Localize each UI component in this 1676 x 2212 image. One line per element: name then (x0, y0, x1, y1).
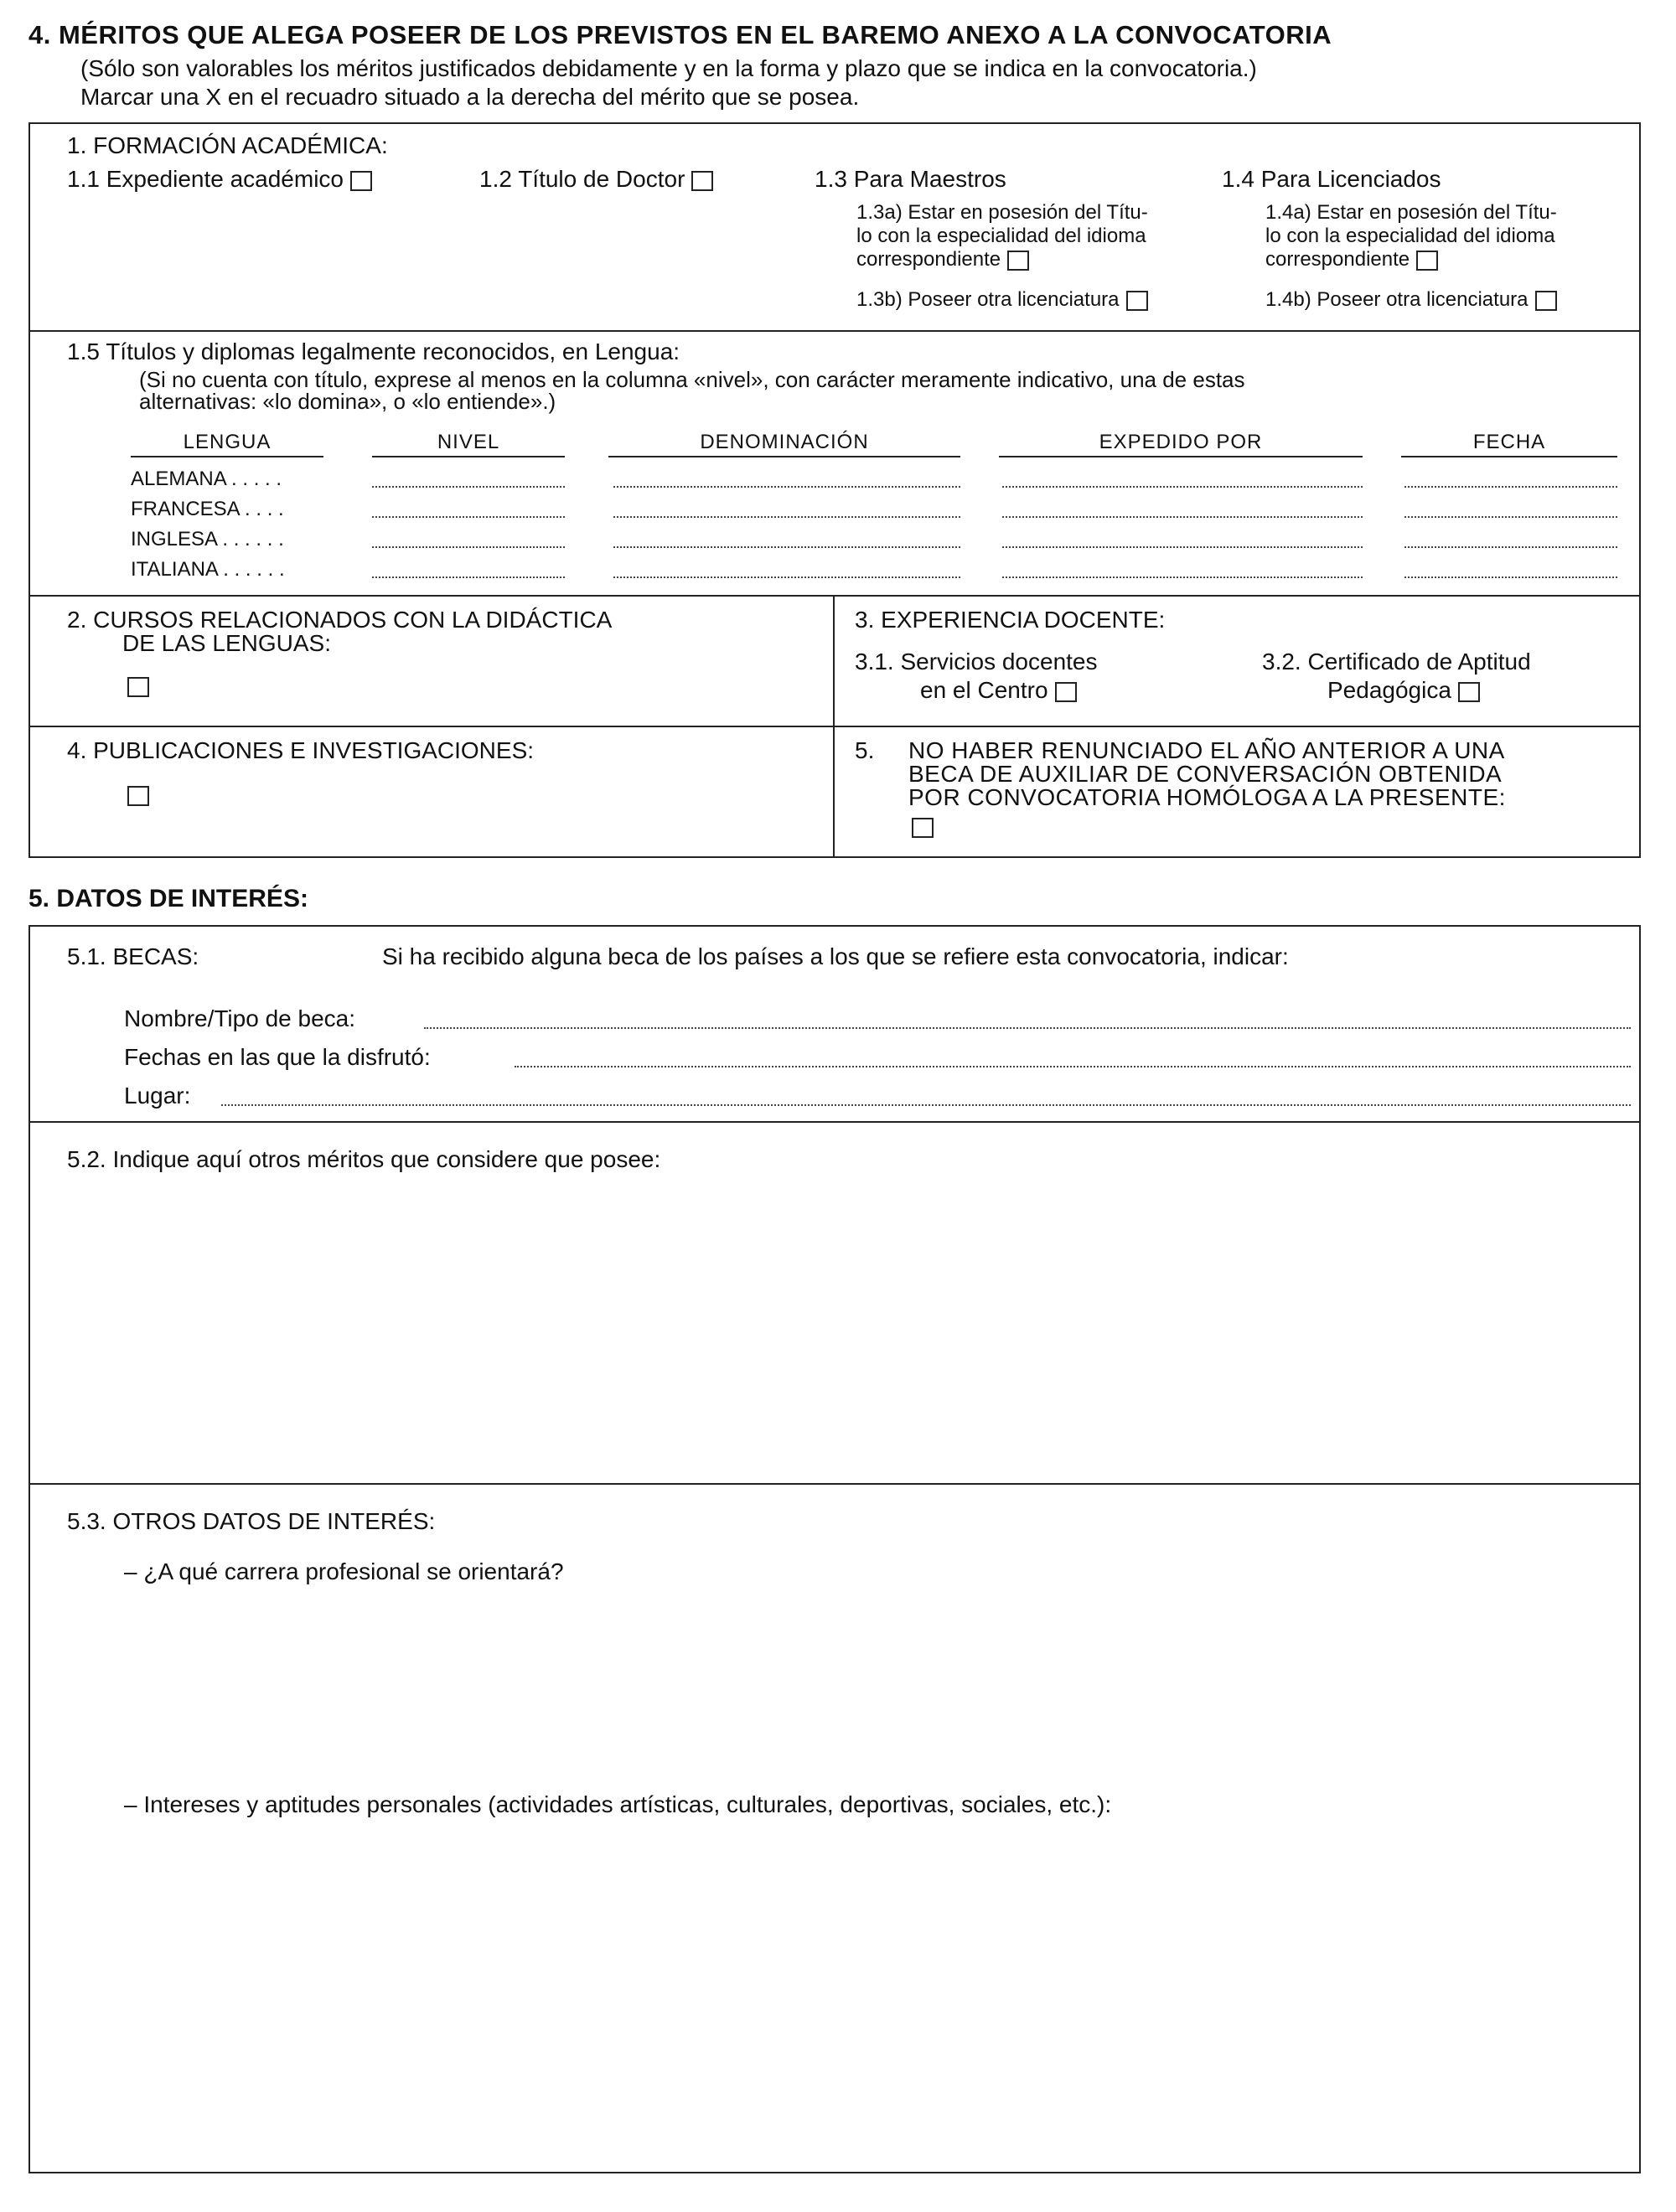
column-header-fecha: FECHA (1472, 431, 1546, 453)
column-header-lengua: LENGUA (183, 431, 272, 453)
field-denominacion-alemana[interactable] (613, 486, 960, 488)
row-label-alemana: ALEMANA . . . . . (131, 468, 282, 490)
item-14a-label: correspondiente (1265, 248, 1410, 271)
item-maestros-label: 1.3 Para Maestros (815, 166, 1006, 192)
becas-title: 5.1. BECAS: (67, 943, 199, 969)
section-4-note: (Sólo son valorables los méritos justificados debidamente y en la forma y plazo que se indica en la convocatoria.) (80, 55, 1257, 81)
column-rule-nivel (372, 456, 565, 457)
titulos-note-line2: alternativas: «lo domina», o «lo entiende».) (139, 389, 556, 414)
item-licenciados-label: 1.4 Para Licenciados (1222, 166, 1441, 192)
item-32-line1: 3.2. Certificado de Aptitud (1262, 649, 1531, 674)
otros-meritos-box (28, 1121, 1641, 1485)
field-denominacion-francesa[interactable] (613, 516, 960, 518)
item-14a-line2: lo con la especialidad del idioma (1265, 225, 1555, 247)
publicaciones-title: 4. PUBLICACIONES E INVESTIGACIONES: (67, 737, 535, 763)
item-13a-label: correspondiente (856, 248, 1001, 271)
renuncia-line1: NO HABER RENUNCIADO EL AÑO ANTERIOR A UNA (908, 737, 1505, 763)
item-13b-label: 1.3b) Poseer otra licenciatura (856, 288, 1120, 311)
section-4-heading: 4. MÉRITOS QUE ALEGA POSEER DE LOS PREVISTOS EN EL BAREMO ANEXO A LA CONVOCATORIA (28, 20, 1332, 49)
checkbox-publicaciones[interactable] (127, 786, 149, 806)
item-13a-line3 (856, 248, 1029, 271)
experiencia-title: 3. EXPERIENCIA DOCENTE: (855, 607, 1166, 633)
field-denominacion-italiana[interactable] (613, 576, 960, 578)
becas-lugar-label: Lugar: (124, 1083, 191, 1109)
cursos-title-line1: 2. CURSOS RELACIONADOS CON LA DIDÁCTICA (67, 607, 613, 633)
titulos-note-line1: (Si no cuenta con título, exprese al menos en la columna «nivel», con carácter meramente indicativo, una de estas (139, 367, 1245, 392)
otros-datos-title: 5.3. OTROS DATOS DE INTERÉS: (67, 1508, 436, 1534)
field-fecha-inglesa[interactable] (1404, 546, 1617, 548)
field-fecha-francesa[interactable] (1404, 516, 1617, 518)
experiencia-box (833, 595, 1641, 727)
titulos-diplomas-box (28, 330, 1641, 597)
question-intereses: – Intereses y aptitudes personales (actividades artísticas, culturales, deportivas, sociales, etc.): (124, 1791, 1112, 1817)
item-expediente (67, 166, 372, 193)
becas-fechas-field[interactable] (515, 1066, 1631, 1067)
checkbox-expediente[interactable] (350, 171, 372, 191)
checkbox-14b[interactable] (1535, 291, 1557, 311)
field-expedido-inglesa[interactable] (1002, 546, 1363, 548)
item-14b (1265, 288, 1557, 312)
checkbox-13b[interactable] (1126, 291, 1148, 311)
item-doctor (479, 166, 713, 193)
checkbox-cursos[interactable] (127, 677, 149, 697)
otros-meritos-title: 5.2. Indique aquí otros méritos que considere que posee: (67, 1146, 661, 1172)
field-fecha-italiana[interactable] (1404, 576, 1617, 578)
becas-nombre-field[interactable] (424, 1027, 1631, 1029)
checkbox-certificado-aptitud[interactable] (1458, 682, 1480, 702)
row-label-inglesa: INGLESA . . . . . . (131, 528, 284, 550)
titulos-title: 1.5 Títulos y diplomas legalmente reconocidos, en Lengua: (67, 339, 680, 364)
answer-carrera-area[interactable] (124, 1594, 1616, 1761)
field-nivel-inglesa[interactable] (372, 546, 565, 548)
field-nivel-alemana[interactable] (372, 486, 565, 488)
checkbox-doctor[interactable] (691, 171, 713, 191)
checkbox-14a[interactable] (1416, 251, 1438, 271)
column-rule-lengua (131, 456, 323, 457)
formacion-academica-box (28, 122, 1641, 332)
field-expedido-alemana[interactable] (1002, 486, 1363, 488)
renuncia-number: 5. (855, 737, 875, 763)
column-rule-denominacion (608, 456, 960, 457)
row-label-francesa: FRANCESA . . . . (131, 498, 284, 520)
cursos-box (28, 595, 835, 727)
becas-instruction: Si ha recibido alguna beca de los países a los que se refiere esta convocatoria, indicar: (382, 943, 1289, 969)
answer-intereses-area[interactable] (124, 1828, 1616, 2147)
column-header-denominacion: DENOMINACIÓN (700, 431, 869, 453)
item-13b (856, 288, 1148, 312)
item-14a-line3 (1265, 248, 1438, 271)
item-14b-label: 1.4b) Poseer otra licenciatura (1265, 288, 1529, 311)
item-14a-line1: 1.4a) Estar en posesión del Títu- (1265, 201, 1557, 224)
item-13a-line1: 1.3a) Estar en posesión del Títu- (856, 201, 1148, 224)
item-32-line2 (1327, 677, 1480, 704)
question-carrera: – ¿A qué carrera profesional se orientará? (124, 1558, 564, 1584)
field-nivel-francesa[interactable] (372, 516, 565, 518)
renuncia-line3: POR CONVOCATORIA HOMÓLOGA A LA PRESENTE: (908, 784, 1506, 810)
field-expedido-francesa[interactable] (1002, 516, 1363, 518)
column-header-expedido-por: EXPEDIDO POR (1099, 431, 1263, 453)
section-5-heading: 5. DATOS DE INTERÉS: (28, 885, 308, 912)
item-31-line1: 3.1. Servicios docentes (855, 649, 1098, 674)
item-31-label: en el Centro (920, 677, 1048, 703)
becas-box (28, 925, 1641, 1123)
cursos-title-line2: DE LAS LENGUAS: (122, 630, 331, 656)
renuncia-line2: BECA DE AUXILIAR DE CONVERSACIÓN OBTENIDA (908, 761, 1503, 787)
otros-meritos-answer-area[interactable] (64, 1190, 1606, 1466)
column-rule-fecha (1401, 456, 1617, 457)
column-header-nivel: NIVEL (437, 431, 500, 453)
column-rule-expedido-por (999, 456, 1363, 457)
checkbox-renuncia[interactable] (912, 818, 934, 838)
becas-lugar-field[interactable] (221, 1104, 1631, 1106)
field-expedido-italiana[interactable] (1002, 576, 1363, 578)
field-nivel-italiana[interactable] (372, 576, 565, 578)
item-doctor-label: 1.2 Título de Doctor (479, 166, 685, 192)
field-denominacion-inglesa[interactable] (613, 546, 960, 548)
formacion-academica-title: 1. FORMACIÓN ACADÉMICA: (67, 132, 388, 158)
checkbox-13a[interactable] (1007, 251, 1029, 271)
checkbox-servicios-docentes[interactable] (1055, 682, 1077, 702)
becas-nombre-label: Nombre/Tipo de beca: (124, 1005, 355, 1031)
item-expediente-label: 1.1 Expediente académico (67, 166, 344, 192)
item-32-label: Pedagógica (1327, 677, 1451, 703)
field-fecha-alemana[interactable] (1404, 486, 1617, 488)
otros-datos-box (28, 1483, 1641, 2173)
section-4-instruction: Marcar una X en el recuadro situado a la derecha del mérito que se posea. (80, 84, 860, 110)
publicaciones-box (28, 726, 835, 858)
renuncia-box (833, 726, 1641, 858)
item-13a-line2: lo con la especialidad del idioma (856, 225, 1146, 247)
item-31-line2 (920, 677, 1077, 704)
becas-fechas-label: Fechas en las que la disfrutó: (124, 1044, 431, 1070)
row-label-italiana: ITALIANA . . . . . . (131, 558, 285, 581)
